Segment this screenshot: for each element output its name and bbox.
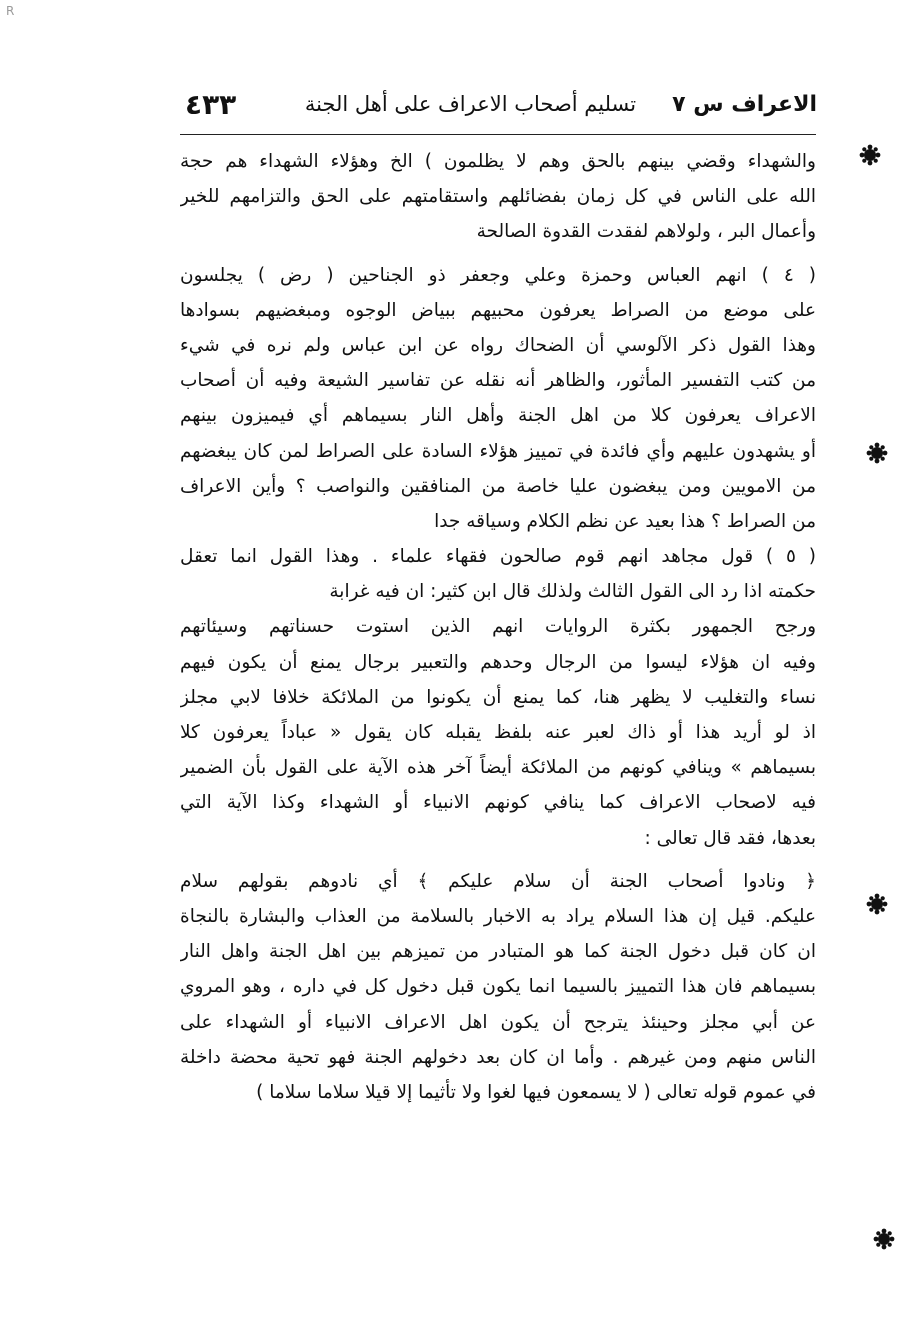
header-rule: [180, 134, 816, 135]
text-line: عليكم. قيل إن هذا السلام يراد به الاخبار بالسلامة من العذاب والبشارة بالنجاة: [180, 905, 816, 927]
text-line: وأعمال البر ، ولولاهم لفقدت القدوة الصالحة: [476, 221, 816, 243]
page-number: ٤٣٣: [185, 87, 237, 121]
paragraph-gap: [180, 856, 816, 864]
text-line: ورجح الجمهور بكثرة الروايات انهم الذين استوت حسناتهم وسيئاتهم: [180, 616, 816, 638]
text-line: وهذا القول ذكر الآلوسي أن الضحاك رواه عن ابن عباس ولم نره في شيء: [180, 334, 816, 356]
text-line: الاعراف يعرفون كلا من اهل الجنة وأهل النار بسيماهم أي فيميزون بينهم: [180, 405, 816, 427]
text-line: أو يشهدون عليهم وأي فائدة في تمييز هؤلاء السادة على الصراط لمن كان يبغضهم: [180, 440, 816, 462]
text-line: وفيه ان هؤلاء ليسوا من الرجال وحدهم والتعبير برجال يمنع أن يكون فيهم: [180, 651, 816, 673]
margin-ornament-icon: [873, 1228, 895, 1250]
text-line: بعدها، فقد قال تعالى :: [644, 827, 816, 849]
text-line: حكمته اذا رد الى القول الثالث ولذلك قال ابن كثير: ان فيه غرابة: [329, 581, 816, 603]
text-line: من الصراط ؟ هذا بعيد عن نظم الكلام وسياقه جدا: [434, 510, 816, 532]
page-body: [180, 144, 816, 1110]
text-line: بسيماهم فان هذا التمييز بالسيما انما يكون قبل دخول كل في داره ، وهو المروي: [180, 976, 816, 998]
text-line: نساء والتغليب لا يظهر هنا، كما يمنع أن يكونوا من الملائكة خلافا لابي مجلز: [180, 686, 816, 708]
margin-ornament-icon: [859, 144, 881, 166]
page-header: [185, 82, 817, 126]
text-line: عن أبي مجلز وحينئذ يترجح أن يكون اهل الاعراف الانبياء أو الشهداء على: [180, 1011, 816, 1033]
text-line: ان كان قبل دخول الجنة كما هو المتبادر من تميزهم بين اهل الجنة واهل النار: [180, 941, 816, 963]
text-line: فيه لاصحاب الاعراف كما ينافي كونهم الانبياء أو الشهداء وكذا الآية التي: [180, 792, 816, 814]
corner-mark: R: [6, 4, 15, 18]
margin-ornament-icon: [866, 893, 888, 915]
text-line: اذ لو أريد هذا أو ذاك لعبر عنه بلفظ يقبله كان يقول « عباداً يعرفون كلا: [180, 722, 816, 743]
text-line: والشهداء وقضي بينهم بالحق وهم لا يظلمون ) الخ وهؤلاء الشهداء هم حجة: [180, 151, 816, 172]
paragraph-gap: [180, 250, 816, 258]
text-line: الله على الناس في كل زمان بفضائلهم واستقامتهم على الحق والتزامهم للخير: [180, 186, 816, 208]
page-title: تسليم أصحاب الاعراف على أهل الجنة: [304, 92, 637, 116]
text-line: بسيماهم » وينافي كونهم من الملائكة أيضاً آخر هذه الآية على القول بأن الضمير: [180, 757, 816, 779]
text-line: في عموم قوله تعالى ( لا يسمعون فيها لغوا ولا تأثيما إلا قيلا سلاما سلاما ): [256, 1081, 816, 1103]
text-line: ( ٥ ) قول مجاهد انهم قوم صالحون فقهاء علماء . وهذا القول انما تعقل: [180, 546, 816, 568]
text-line: الناس منهم ومن غيرهم . وأما ان كان بعد دخولهم الجنة فهو تحية محضة داخلة: [180, 1046, 816, 1068]
text-line: من الامويين ومن يبغضون عليا خاصة من المنافقين والنواصب ؟ وأين الاعراف: [180, 475, 816, 497]
section-label: الاعراف س ٧: [672, 91, 817, 117]
text-line: ﴿ ونادوا أصحاب الجنة أن سلام عليكم ﴾ أي نادوهم بقولهم سلام: [180, 870, 816, 892]
text-line: على موضع من الصراط يعرفون محبيهم ببياض الوجوه ومبغضيهم بسوادها: [180, 299, 816, 321]
text-line: ( ٤ ) انهم العباس وحمزة وعلي وجعفر ذو الجناحين ( رض ) يجلسون: [180, 264, 816, 286]
text-line: من كتب التفسير المأثور، والظاهر أنه نقله عن تفاسير الشيعة وفيه أن أصحاب: [180, 370, 816, 392]
margin-ornament-icon: [866, 442, 888, 464]
